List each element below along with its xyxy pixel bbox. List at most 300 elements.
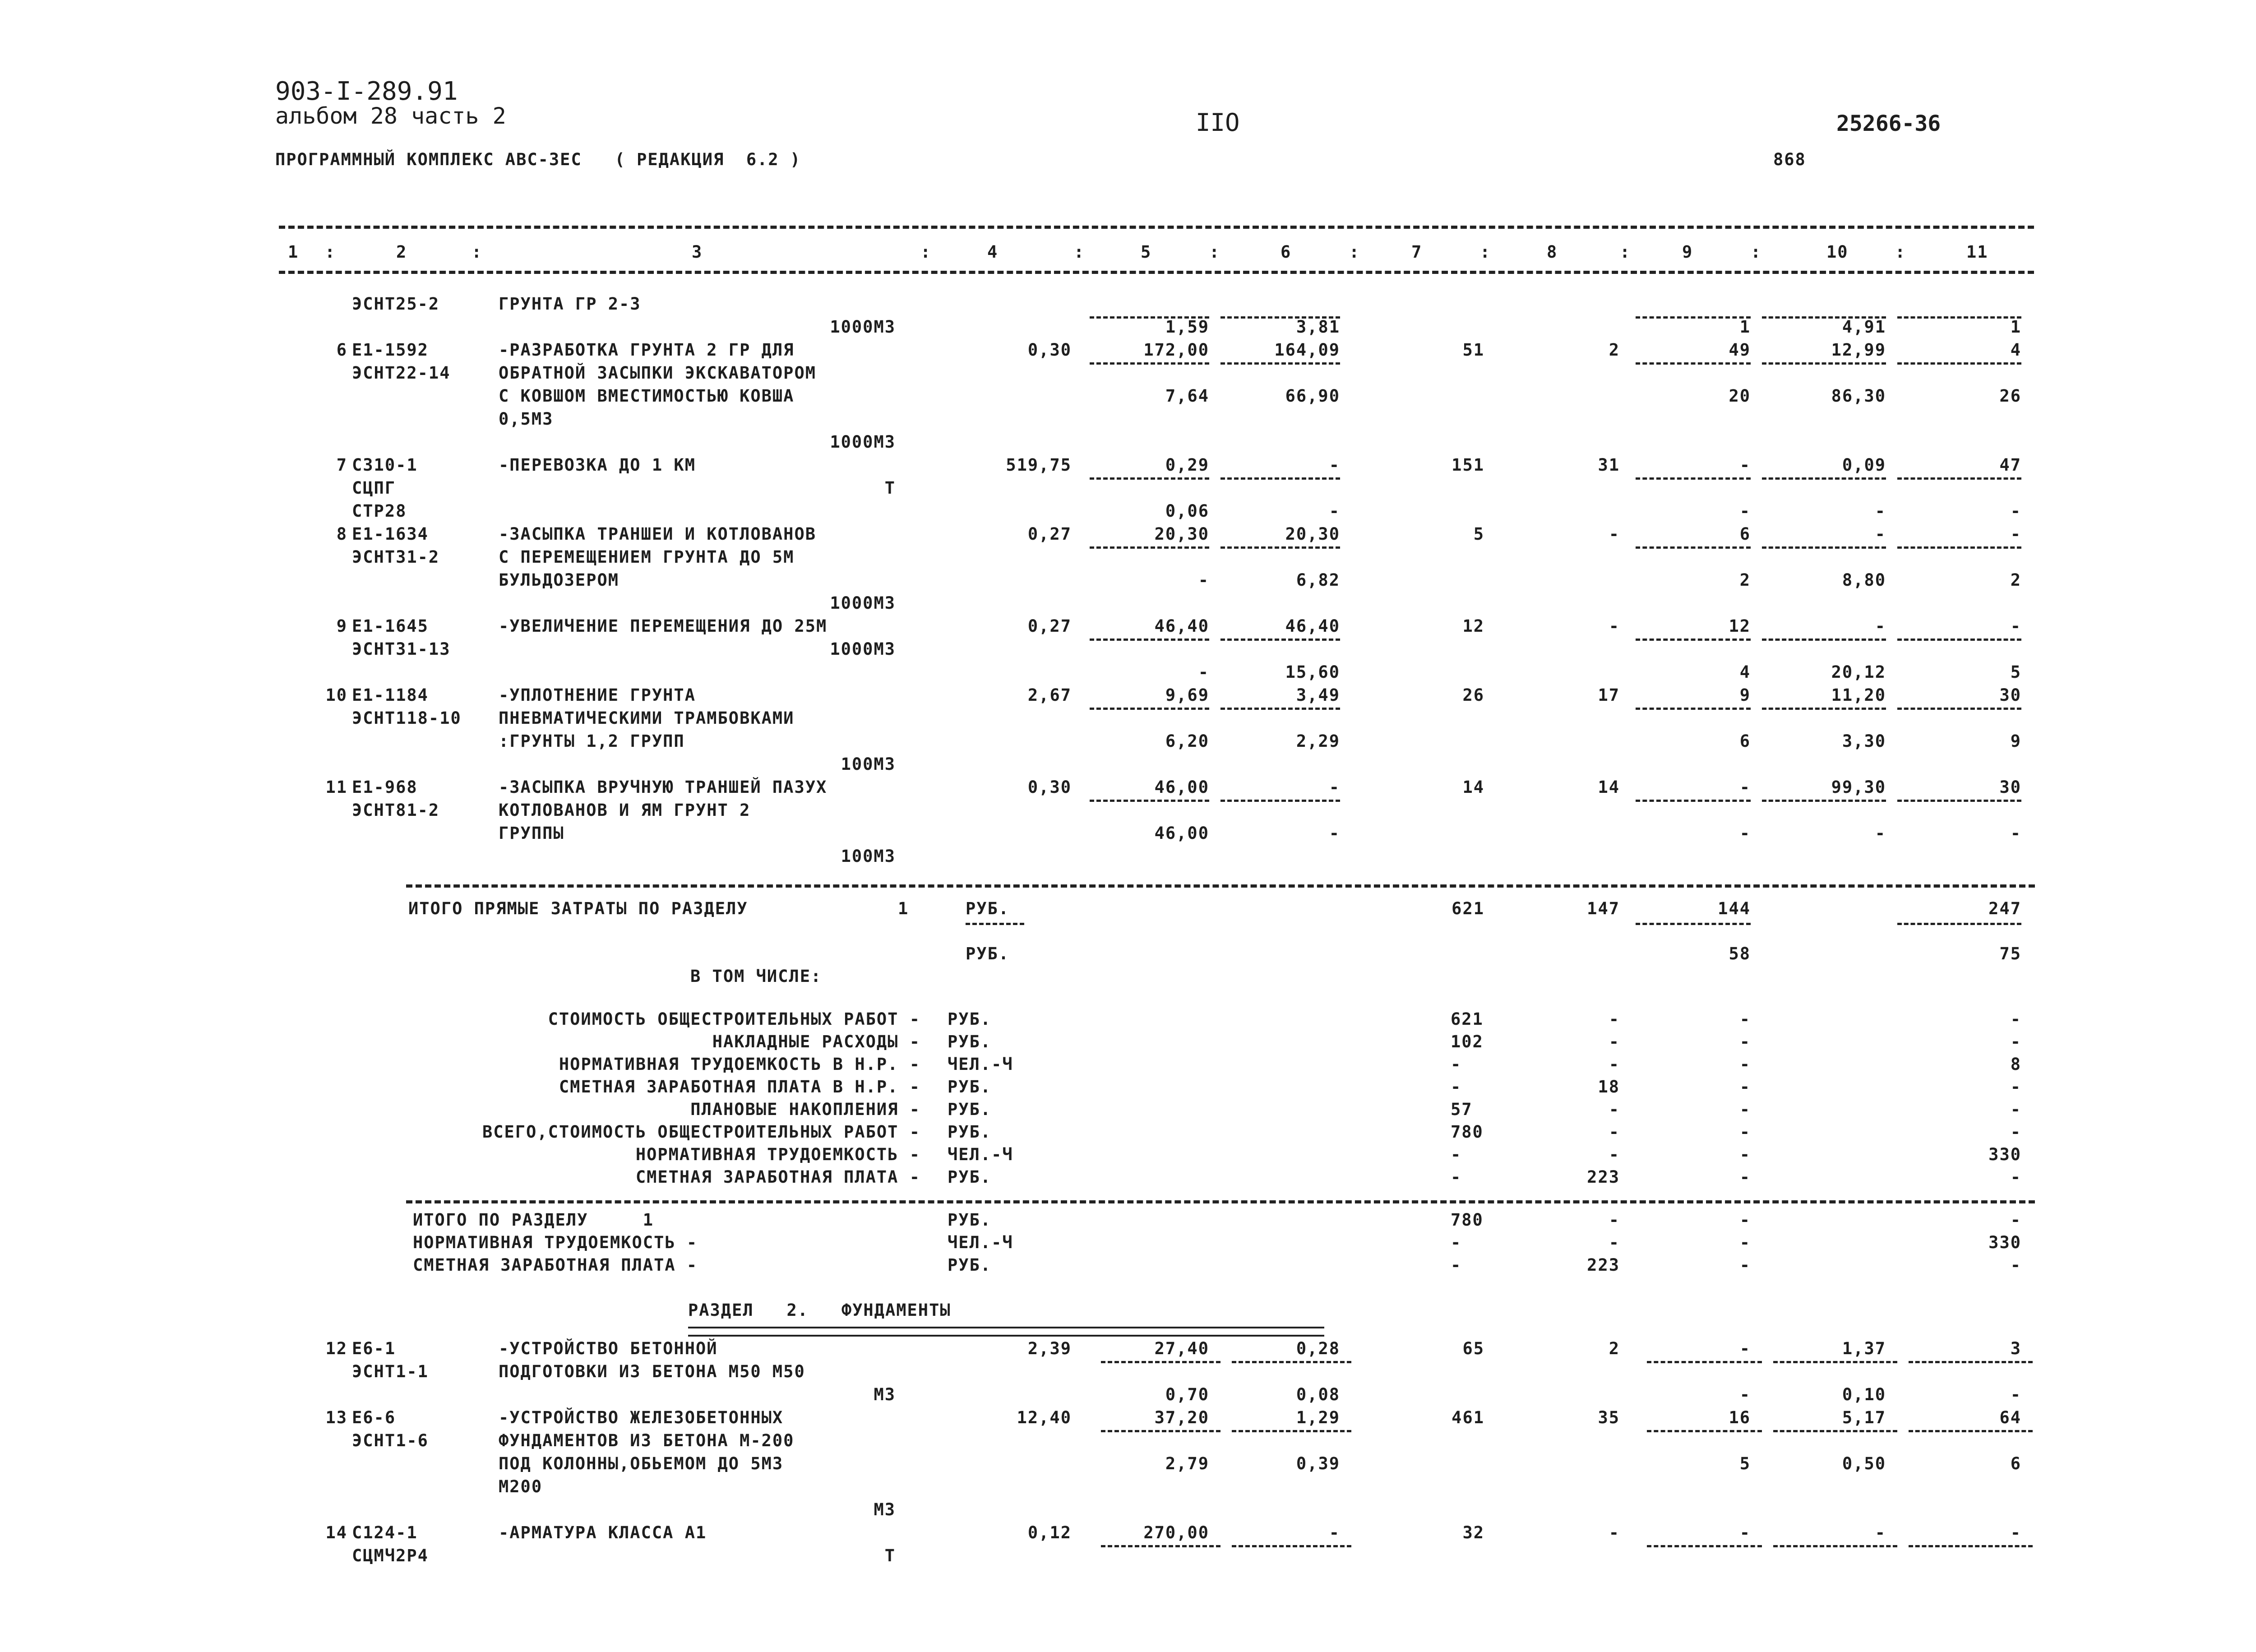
cell-c11: - bbox=[2010, 616, 2021, 636]
cell-c10: 1,37 bbox=[1842, 1339, 1886, 1358]
subtotal-dash-5 bbox=[1090, 800, 1209, 802]
cell-c3: ГРУНТА ГР 2-3 bbox=[499, 294, 641, 314]
subtotal-dash-11 bbox=[1909, 1361, 2033, 1363]
cell-c8: - bbox=[1609, 616, 1620, 636]
cell-c3u: Т bbox=[884, 1546, 896, 1565]
cell-c3u: Т bbox=[884, 478, 896, 498]
breakdown-c9: - bbox=[1739, 1009, 1751, 1029]
cell-c2: Е1-1592 bbox=[352, 340, 429, 360]
cell-c7: 51 bbox=[1462, 340, 1484, 360]
breakdown-label: НАКЛАДНЫЕ РАСХОДЫ - bbox=[712, 1032, 920, 1051]
cell-c6: 0,39 bbox=[1296, 1454, 1340, 1473]
cell-c1: 14 bbox=[325, 1523, 347, 1542]
cell-c3: ПОД КОЛОННЫ,ОБЬЕМОМ ДО 5М3 bbox=[499, 1454, 784, 1473]
cell-c7: 461 bbox=[1452, 1408, 1484, 1427]
cell-c7: 151 bbox=[1452, 455, 1484, 475]
subtotal-dash-10 bbox=[1762, 639, 1886, 641]
cell-c10: - bbox=[1875, 524, 1886, 544]
breakdown-c11: - bbox=[2010, 1122, 2021, 1142]
breakdown-c8: 223 bbox=[1587, 1167, 1620, 1187]
cell-c6: 15,60 bbox=[1285, 662, 1340, 682]
cell-c2: С310-1 bbox=[352, 455, 418, 475]
breakdown-c8: - bbox=[1609, 1145, 1620, 1164]
cell-c5: 46,00 bbox=[1154, 777, 1209, 797]
cell-c5: 7,64 bbox=[1165, 386, 1209, 406]
totals-dash-9 bbox=[1636, 923, 1751, 925]
cell-c3: ГРУППЫ bbox=[499, 824, 564, 843]
cell-c2: Е6-6 bbox=[352, 1408, 396, 1427]
cell-c9: - bbox=[1739, 777, 1751, 797]
subtotal-dash-11 bbox=[1897, 800, 2021, 802]
breakdown-unit: РУБ. bbox=[948, 1009, 992, 1029]
breakdown-unit: ЧЕЛ.-Ч bbox=[948, 1055, 1013, 1074]
cell-c10: - bbox=[1875, 616, 1886, 636]
cell-c10: 4,91 bbox=[1842, 317, 1886, 337]
column-separator: : bbox=[472, 242, 483, 262]
column-header-1: 1 bbox=[288, 242, 299, 262]
breakdown-c11: - bbox=[2010, 1077, 2021, 1097]
cell-c11: 26 bbox=[1999, 386, 2021, 406]
column-header-10: 10 bbox=[1826, 242, 1849, 262]
breakdown-unit: ЧЕЛ.-Ч bbox=[948, 1145, 1013, 1164]
cell-c3u: 100М3 bbox=[841, 847, 896, 866]
breakdown-label: ПЛАНОВЫЕ НАКОПЛЕНИЯ - bbox=[690, 1100, 920, 1119]
cell-c11: 4 bbox=[2010, 340, 2021, 360]
cell-c3: -АРМАТУРА КЛАССА А1 bbox=[499, 1523, 707, 1542]
cell-c1: 11 bbox=[325, 777, 347, 797]
cell-c9: - bbox=[1739, 1523, 1751, 1542]
breakdown-label: ВСЕГО,СТОИМОСТЬ ОБЩЕСТРОИТЕЛЬНЫХ РАБОТ - bbox=[482, 1122, 920, 1142]
cell-c5: 6,20 bbox=[1165, 731, 1209, 751]
section-total-c9: - bbox=[1739, 1233, 1751, 1252]
cell-c11: 30 bbox=[1999, 685, 2021, 705]
subtotal-dash-11 bbox=[1897, 316, 2021, 319]
subtotal-dash-6 bbox=[1220, 546, 1340, 549]
subtotal-dash-10 bbox=[1762, 362, 1886, 365]
cell-c10: - bbox=[1875, 1523, 1886, 1542]
column-header-7: 7 bbox=[1411, 242, 1423, 262]
cell-c10: - bbox=[1875, 501, 1886, 521]
cell-c2: ЭСНТ31-13 bbox=[352, 639, 451, 659]
subtotal-dash-5 bbox=[1090, 316, 1209, 319]
subtotal-dash-10 bbox=[1762, 316, 1886, 319]
breakdown-c8: 18 bbox=[1598, 1077, 1620, 1097]
column-separator: : bbox=[920, 242, 932, 262]
cell-c5: 0,29 bbox=[1165, 455, 1209, 475]
cell-c7: 32 bbox=[1462, 1523, 1484, 1542]
subtotal-dash-5 bbox=[1090, 477, 1209, 480]
cell-c3: С ПЕРЕМЕЩЕНИЕМ ГРУНТА ДО 5М bbox=[499, 547, 795, 567]
subtotal-dash-9 bbox=[1636, 362, 1751, 365]
breakdown-c11: 8 bbox=[2010, 1055, 2021, 1074]
subtotal-dash-6 bbox=[1220, 362, 1340, 365]
column-separator: : bbox=[1480, 242, 1491, 262]
cell-c3u: М3 bbox=[874, 1385, 896, 1404]
section-total-c11: - bbox=[2010, 1255, 2021, 1275]
cell-c9: - bbox=[1739, 824, 1751, 843]
cell-c10: 5,17 bbox=[1842, 1408, 1886, 1427]
cell-c9: - bbox=[1739, 1385, 1751, 1404]
cell-c2: ЭСНТ31-2 bbox=[352, 547, 440, 567]
cell-c3: -ЗАСЫПКА ТРАНШЕИ И КОТЛОВАНОВ bbox=[499, 524, 817, 544]
cell-c2: ЭСНТ25-2 bbox=[352, 294, 440, 314]
cell-c8: 14 bbox=[1598, 777, 1620, 797]
cell-c2: ЭСНТ1-1 bbox=[352, 1362, 429, 1381]
cell-c5: 172,00 bbox=[1143, 340, 1209, 360]
subtotal-dash-6 bbox=[1220, 708, 1340, 710]
section-total-rule bbox=[406, 1200, 2035, 1203]
subtotal-dash-9 bbox=[1647, 1430, 1762, 1432]
breakdown-label: СМЕТНАЯ ЗАРАБОТНАЯ ПЛАТА - bbox=[635, 1167, 920, 1187]
cell-c2: СТР28 bbox=[352, 501, 407, 521]
breakdown-c9: - bbox=[1739, 1055, 1751, 1074]
cell-c6: - bbox=[1329, 455, 1340, 475]
column-separator: : bbox=[1895, 242, 1906, 262]
cell-c9: 49 bbox=[1729, 340, 1751, 360]
cell-c9: 4 bbox=[1739, 662, 1751, 682]
section-total-c11: - bbox=[2010, 1210, 2021, 1230]
cell-c8: 2 bbox=[1609, 340, 1620, 360]
subtotal-dash-11 bbox=[1897, 477, 2021, 480]
breakdown-c7: 621 bbox=[1451, 1009, 1484, 1029]
totals-unit: РУБ. bbox=[966, 899, 1010, 918]
subtotal-dash-9 bbox=[1636, 800, 1751, 802]
cell-c3: ОБРАТНОЙ ЗАСЫПКИ ЭКСКАВАТОРОМ bbox=[499, 363, 817, 383]
subtotal-dash-5 bbox=[1090, 362, 1209, 365]
cell-c5: 20,30 bbox=[1154, 524, 1209, 544]
totals-2-c11: 75 bbox=[1999, 944, 2021, 963]
column-separator: : bbox=[1209, 242, 1220, 262]
cell-c3: -ЗАСЫПКА ВРУЧНУЮ ТРАНШЕЙ ПАЗУХ bbox=[499, 777, 828, 797]
subtotal-dash-10 bbox=[1762, 477, 1886, 480]
cell-c7: 26 bbox=[1462, 685, 1484, 705]
cell-c8: 2 bbox=[1609, 1339, 1620, 1358]
section-total-c9: - bbox=[1739, 1255, 1751, 1275]
breakdown-c11: - bbox=[2010, 1167, 2021, 1187]
cell-c6: 164,09 bbox=[1274, 340, 1340, 360]
subtotal-dash-10 bbox=[1773, 1430, 1897, 1432]
cell-c9: 12 bbox=[1729, 616, 1751, 636]
cell-c2: Е1-1645 bbox=[352, 616, 429, 636]
cell-c9: - bbox=[1739, 455, 1751, 475]
column-header-8: 8 bbox=[1547, 242, 1558, 262]
totals-dash-11 bbox=[1897, 923, 2021, 925]
subtotal-dash-11 bbox=[1897, 546, 2021, 549]
cell-c9: 2 bbox=[1739, 570, 1751, 590]
subtotal-dash-10 bbox=[1762, 708, 1886, 710]
subtotal-dash-10 bbox=[1762, 546, 1886, 549]
cell-c11: - bbox=[2010, 1523, 2021, 1542]
cell-c2: Е1-968 bbox=[352, 777, 418, 797]
cell-c11: 5 bbox=[2010, 662, 2021, 682]
cell-c3: -УСТРОЙСТВО БЕТОННОЙ bbox=[499, 1339, 718, 1358]
subtotal-dash-6 bbox=[1220, 477, 1340, 480]
cell-c6: 66,90 bbox=[1285, 386, 1340, 406]
breakdown-label: СТОИМОСТЬ ОБЩЕСТРОИТЕЛЬНЫХ РАБОТ - bbox=[548, 1009, 920, 1029]
cell-c4: 2,67 bbox=[1027, 685, 1072, 705]
cell-c4: 12,40 bbox=[1017, 1408, 1072, 1427]
breakdown-unit: РУБ. bbox=[948, 1032, 992, 1051]
cell-c5: 2,79 bbox=[1165, 1454, 1209, 1473]
cell-c10: 8,80 bbox=[1842, 570, 1886, 590]
cell-c1: 9 bbox=[336, 616, 347, 636]
subtotal-dash-5 bbox=[1101, 1545, 1220, 1547]
section-total-c8: - bbox=[1609, 1233, 1620, 1252]
cell-c3u: М3 bbox=[874, 1500, 896, 1519]
cell-c5: - bbox=[1198, 570, 1209, 590]
cell-c6: 0,28 bbox=[1296, 1339, 1340, 1358]
section-2-title: РАЗДЕЛ 2. ФУНДАМЕНТЫ bbox=[688, 1300, 951, 1320]
cell-c11: - bbox=[2010, 501, 2021, 521]
column-header-6: 6 bbox=[1281, 242, 1292, 262]
subtotal-dash-10 bbox=[1762, 800, 1886, 802]
cell-c11: 1 bbox=[2010, 317, 2021, 337]
cell-c1: 6 bbox=[336, 340, 347, 360]
totals-rule bbox=[406, 884, 2035, 888]
cell-c4: 0,12 bbox=[1027, 1523, 1072, 1542]
breakdown-label: НОРМАТИВНАЯ ТРУДОЕМКОСТЬ - bbox=[635, 1145, 920, 1164]
unit-dash bbox=[966, 923, 1024, 925]
cell-c6: - bbox=[1329, 777, 1340, 797]
cell-c2: ЭСНТ22-14 bbox=[352, 363, 451, 383]
breakdown-c7: 57 bbox=[1451, 1100, 1473, 1119]
cell-c3: 0,5М3 bbox=[499, 409, 554, 429]
cell-c2: С124-1 bbox=[352, 1523, 418, 1542]
subtotal-dash-5 bbox=[1090, 639, 1209, 641]
breakdown-c8: - bbox=[1609, 1009, 1620, 1029]
cell-c6: 6,82 bbox=[1296, 570, 1340, 590]
doc-code: 903-I-289.91 bbox=[275, 77, 458, 106]
cell-c4: 0,27 bbox=[1027, 616, 1072, 636]
cell-c9: 20 bbox=[1729, 386, 1751, 406]
cell-c3u: 1000М3 bbox=[830, 639, 896, 659]
cell-c3: -ПЕРЕВОЗКА ДО 1 КМ bbox=[499, 455, 696, 475]
cell-c6: - bbox=[1329, 1523, 1340, 1542]
breakdown-c9: - bbox=[1739, 1145, 1751, 1164]
cell-c2: СЦМЧ2Р4 bbox=[352, 1546, 429, 1565]
cell-c3: ФУНДАМЕНТОВ ИЗ БЕТОНА М-200 bbox=[499, 1431, 795, 1450]
cell-c1: 7 bbox=[336, 455, 347, 475]
subtotal-dash-5 bbox=[1101, 1361, 1220, 1363]
cell-c5: 0,70 bbox=[1165, 1385, 1209, 1404]
cell-c3: ПНЕВМАТИЧЕСКИМИ ТРАМБОВКАМИ bbox=[499, 708, 795, 728]
subtotal-dash-11 bbox=[1897, 362, 2021, 365]
cell-c11: 2 bbox=[2010, 570, 2021, 590]
cell-c2: Е1-1184 bbox=[352, 685, 429, 705]
breakdown-c9: - bbox=[1739, 1032, 1751, 1051]
section-2-underline bbox=[688, 1327, 1324, 1337]
cell-c2: ЭСНТ118-10 bbox=[352, 708, 462, 728]
cell-c6: - bbox=[1329, 824, 1340, 843]
subtotal-dash-5 bbox=[1090, 546, 1209, 549]
program-line: ПРОГРАММНЫЙ КОМПЛЕКС АВС-3ЕС ( РЕДАКЦИЯ 6.2 ) bbox=[275, 150, 801, 169]
cell-c11: 6 bbox=[2010, 1454, 2021, 1473]
cell-c8: 31 bbox=[1598, 455, 1620, 475]
cell-c2: Е6-1 bbox=[352, 1339, 396, 1358]
section-total-c7: - bbox=[1451, 1233, 1462, 1252]
cell-c9: 1 bbox=[1739, 317, 1751, 337]
cell-c3: БУЛЬДОЗЕРОМ bbox=[499, 570, 619, 590]
subtotal-dash-11 bbox=[1909, 1545, 2033, 1547]
cell-c5: 46,40 bbox=[1154, 616, 1209, 636]
subtotal-dash-10 bbox=[1773, 1545, 1897, 1547]
column-separator: : bbox=[325, 242, 336, 262]
subtotal-dash-9 bbox=[1636, 708, 1751, 710]
cell-c11: 30 bbox=[1999, 777, 2021, 797]
cell-c3u: 1000М3 bbox=[830, 593, 896, 613]
breakdown-unit: РУБ. bbox=[948, 1167, 992, 1187]
table-header-rule bbox=[279, 271, 2034, 274]
cell-c3: С КОВШОМ ВМЕСТИМОСТЬЮ КОВША bbox=[499, 386, 795, 406]
sheet-number: 868 bbox=[1773, 150, 1806, 169]
column-separator: : bbox=[1751, 242, 1762, 262]
cell-c3: :ГРУНТЫ 1,2 ГРУПП bbox=[499, 731, 685, 751]
column-header-2: 2 bbox=[396, 242, 407, 262]
subtotal-dash-9 bbox=[1636, 477, 1751, 480]
column-separator: : bbox=[1620, 242, 1631, 262]
cell-c3u: 1000М3 bbox=[830, 317, 896, 337]
cell-c3: -УВЕЛИЧЕНИЕ ПЕРЕМЕЩЕНИЯ ДО 25М bbox=[499, 616, 828, 636]
breakdown-c11: - bbox=[2010, 1100, 2021, 1119]
column-separator: : bbox=[1349, 242, 1360, 262]
cell-c8: 17 bbox=[1598, 685, 1620, 705]
column-header-3: 3 bbox=[692, 242, 703, 262]
cell-c10: 99,30 bbox=[1831, 777, 1886, 797]
subtotal-dash-6 bbox=[1232, 1430, 1351, 1432]
subtotal-dash-9 bbox=[1647, 1545, 1762, 1547]
section-total-c8: - bbox=[1609, 1210, 1620, 1230]
cell-c9: 16 bbox=[1729, 1408, 1751, 1427]
cell-c6: 0,08 bbox=[1296, 1385, 1340, 1404]
breakdown-label: СМЕТНАЯ ЗАРАБОТНАЯ ПЛАТА В Н.Р. - bbox=[559, 1077, 920, 1097]
cell-c3: -УСТРОЙСТВО ЖЕЛЕЗОБЕТОННЫХ bbox=[499, 1408, 784, 1427]
cell-c3: М200 bbox=[499, 1477, 543, 1496]
cell-c10: 11,20 bbox=[1831, 685, 1886, 705]
breakdown-c11: 330 bbox=[1988, 1145, 2021, 1164]
cell-c11: 47 bbox=[1999, 455, 2021, 475]
section-total-c7: 780 bbox=[1451, 1210, 1484, 1230]
totals-c7: 621 bbox=[1452, 899, 1484, 918]
subtotal-dash-5 bbox=[1090, 708, 1209, 710]
breakdown-c7: 102 bbox=[1451, 1032, 1484, 1051]
breakdown-c8: - bbox=[1609, 1122, 1620, 1142]
breakdown-c11: - bbox=[2010, 1032, 2021, 1051]
cell-c1: 12 bbox=[325, 1339, 347, 1358]
section-total-c7: - bbox=[1451, 1255, 1462, 1275]
cell-c11: - bbox=[2010, 524, 2021, 544]
reference-number: 25266-36 bbox=[1836, 111, 1941, 136]
cell-c3: -РАЗРАБОТКА ГРУНТА 2 ГР ДЛЯ bbox=[499, 340, 795, 360]
subtotal-dash-11 bbox=[1909, 1430, 2033, 1432]
cell-c9: - bbox=[1739, 501, 1751, 521]
section-total-label: ИТОГО ПО РАЗДЕЛУ 1 bbox=[413, 1210, 654, 1230]
cell-c6: 2,29 bbox=[1296, 731, 1340, 751]
cell-c5: 270,00 bbox=[1143, 1523, 1209, 1542]
cell-c7: 14 bbox=[1462, 777, 1484, 797]
cell-c11: - bbox=[2010, 824, 2021, 843]
totals-c11: 247 bbox=[1988, 899, 2021, 918]
breakdown-c11: - bbox=[2010, 1009, 2021, 1029]
cell-c5: 0,06 bbox=[1165, 501, 1209, 521]
cell-c1: 10 bbox=[325, 685, 347, 705]
cell-c10: 86,30 bbox=[1831, 386, 1886, 406]
in-which-label: В ТОМ ЧИСЛЕ: bbox=[690, 967, 822, 986]
cell-c5: - bbox=[1198, 662, 1209, 682]
breakdown-c9: - bbox=[1739, 1167, 1751, 1187]
cell-c6: - bbox=[1329, 501, 1340, 521]
breakdown-c7: - bbox=[1451, 1167, 1462, 1187]
cell-c10: 3,30 bbox=[1842, 731, 1886, 751]
cell-c3: ПОДГОТОВКИ ИЗ БЕТОНА М50 М50 bbox=[499, 1362, 805, 1381]
subtotal-dash-5 bbox=[1101, 1430, 1220, 1432]
subtotal-dash-6 bbox=[1220, 316, 1340, 319]
cell-c3: КОТЛОВАНОВ И ЯМ ГРУНТ 2 bbox=[499, 801, 751, 820]
cell-c4: 0,30 bbox=[1027, 777, 1072, 797]
breakdown-unit: РУБ. bbox=[948, 1100, 992, 1119]
cell-c11: - bbox=[2010, 1385, 2021, 1404]
totals-section-number: 1 bbox=[898, 899, 909, 918]
breakdown-c7: - bbox=[1451, 1145, 1462, 1164]
breakdown-c8: - bbox=[1609, 1100, 1620, 1119]
column-header-11: 11 bbox=[1966, 242, 1988, 262]
cell-c11: 9 bbox=[2010, 731, 2021, 751]
column-header-4: 4 bbox=[987, 242, 999, 262]
cell-c3u: 100М3 bbox=[841, 754, 896, 774]
subtotal-dash-11 bbox=[1897, 708, 2021, 710]
cell-c1: 13 bbox=[325, 1408, 347, 1427]
cell-c2: Е1-1634 bbox=[352, 524, 429, 544]
cell-c5: 46,00 bbox=[1154, 824, 1209, 843]
cell-c8: - bbox=[1609, 524, 1620, 544]
cell-c7: 5 bbox=[1473, 524, 1484, 544]
cell-c1: 8 bbox=[336, 524, 347, 544]
section-total-c8: 223 bbox=[1587, 1255, 1620, 1275]
breakdown-c8: - bbox=[1609, 1055, 1620, 1074]
subtotal-dash-9 bbox=[1647, 1361, 1762, 1363]
column-separator: : bbox=[1074, 242, 1085, 262]
cell-c10: 0,50 bbox=[1842, 1454, 1886, 1473]
cell-c9: 6 bbox=[1739, 731, 1751, 751]
breakdown-unit: РУБ. bbox=[948, 1122, 992, 1142]
cell-c10: 0,09 bbox=[1842, 455, 1886, 475]
section-total-c9: - bbox=[1739, 1210, 1751, 1230]
totals-c9: 144 bbox=[1718, 899, 1751, 918]
cell-c9: 6 bbox=[1739, 524, 1751, 544]
breakdown-c7: - bbox=[1451, 1077, 1462, 1097]
cell-c6: 3,81 bbox=[1296, 317, 1340, 337]
breakdown-c7: - bbox=[1451, 1055, 1462, 1074]
subtotal-dash-6 bbox=[1220, 800, 1340, 802]
breakdown-c9: - bbox=[1739, 1100, 1751, 1119]
cell-c6: 20,30 bbox=[1285, 524, 1340, 544]
cell-c5: 27,40 bbox=[1154, 1339, 1209, 1358]
subtotal-dash-10 bbox=[1773, 1361, 1897, 1363]
totals-label: ИТОГО ПРЯМЫЕ ЗАТРАТЫ ПО РАЗДЕЛУ bbox=[408, 899, 748, 918]
section-total-label: СМЕТНАЯ ЗАРАБОТНАЯ ПЛАТА - bbox=[413, 1255, 698, 1275]
cell-c2: ЭСНТ1-6 bbox=[352, 1431, 429, 1450]
cell-c6: 3,49 bbox=[1296, 685, 1340, 705]
cell-c8: - bbox=[1609, 1523, 1620, 1542]
cell-c11: 3 bbox=[2010, 1339, 2021, 1358]
column-header-5: 5 bbox=[1141, 242, 1152, 262]
cell-c9: 5 bbox=[1739, 1454, 1751, 1473]
section-total-label: НОРМАТИВНАЯ ТРУДОЕМКОСТЬ - bbox=[413, 1233, 698, 1252]
cell-c5: 9,69 bbox=[1165, 685, 1209, 705]
totals-unit-2: РУБ. bbox=[966, 944, 1010, 963]
cell-c7: 65 bbox=[1462, 1339, 1484, 1358]
totals-c8: 147 bbox=[1587, 899, 1620, 918]
cell-c4: 519,75 bbox=[1006, 455, 1072, 475]
